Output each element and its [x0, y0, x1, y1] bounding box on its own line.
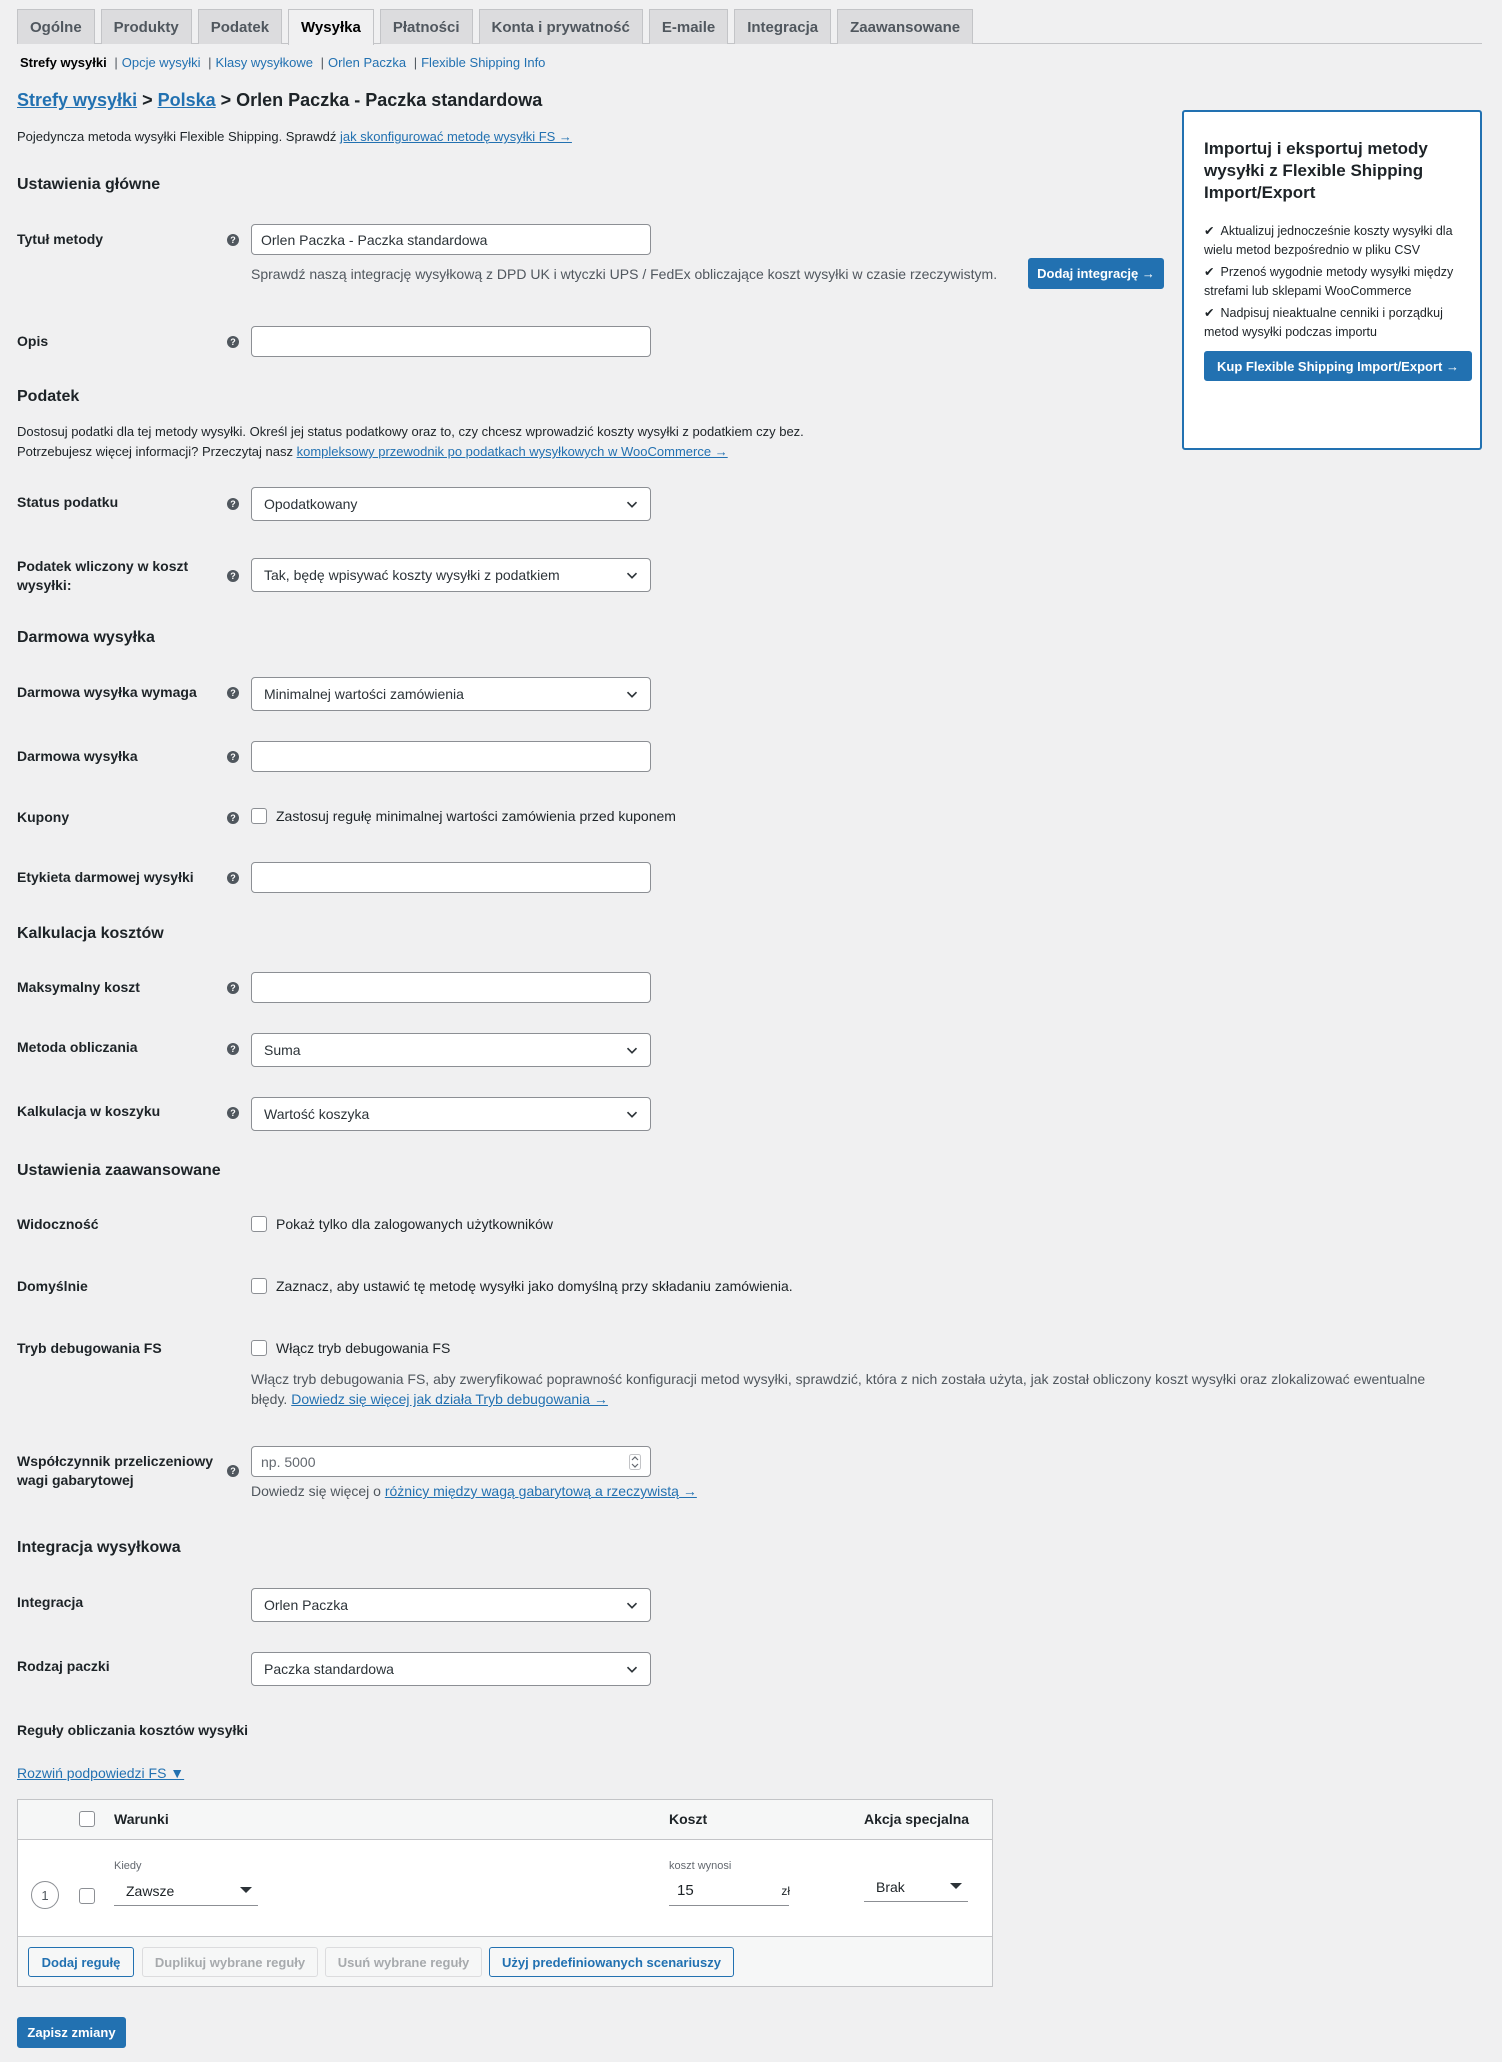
calc-method-label: Metoda obliczania	[17, 1039, 138, 1055]
tab-emails[interactable]: E-maile	[649, 9, 728, 44]
dimensional-weight-label: Współczynnik przeliczeniowy wagi gabarytowej	[17, 1453, 214, 1488]
rules-heading: Reguły obliczania kosztów wysyłki	[17, 1722, 249, 1738]
package-type-label: Rodzaj paczki	[17, 1658, 110, 1674]
chevron-down-icon	[623, 1660, 641, 1678]
check-icon: ✔	[1204, 306, 1215, 320]
tab-integration[interactable]: Integracja	[734, 9, 831, 44]
add-rule-button[interactable]: Dodaj regułę	[28, 1947, 134, 1977]
subnav-flexible-shipping-info[interactable]: Flexible Shipping Info	[421, 55, 546, 70]
tax-included-select[interactable]	[251, 558, 651, 592]
tax-status-value: Opodatkowany	[264, 496, 358, 512]
cart-calc-value: Wartość koszyka	[264, 1106, 370, 1122]
max-cost-label: Maksymalny koszt	[17, 979, 140, 995]
integration-value: Orlen Paczka	[264, 1597, 349, 1613]
debug-mode-option	[251, 1340, 450, 1356]
shipping-subnav: Strefy wysyłki | Opcje wysyłki | Klasy wysyłkowe | Orlen Paczka | Flexible Shipping Info	[20, 55, 546, 70]
description-input[interactable]	[251, 326, 651, 357]
settings-tabs	[17, 9, 1482, 44]
rules-table	[17, 1799, 993, 1987]
tab-shipping[interactable]: Wysyłka	[288, 9, 374, 45]
tab-tax[interactable]: Podatek	[198, 9, 282, 44]
dimensional-weight-placeholder: np. 5000	[261, 1453, 316, 1470]
help-icon[interactable]: ?	[227, 1107, 239, 1119]
number-spinner-icon[interactable]	[629, 1454, 641, 1470]
cost-is-label: koszt wynosi	[669, 1860, 732, 1872]
expand-hints-link[interactable]: Rozwiń podpowiedzi FS ▼	[17, 1765, 185, 1781]
import-export-promo	[1182, 110, 1482, 450]
integration-note: Sprawdź naszą integrację wysyłkową z DPD UK i wtyczki UPS / FedEx obliczające koszt wysyłki w czasie rzeczywistym.	[251, 266, 998, 282]
help-icon[interactable]: ?	[227, 1043, 239, 1055]
chevron-down-icon	[623, 495, 641, 513]
cart-calc-select[interactable]	[251, 1097, 651, 1131]
dimensional-weight-description-text: Dowiedz się więcej o	[251, 1483, 385, 1499]
buy-import-export-button[interactable]: Kup Flexible Shipping Import/Export →	[1204, 351, 1472, 381]
debug-mode-checkbox[interactable]	[251, 1340, 267, 1356]
coupons-label: Kupony	[17, 809, 70, 825]
package-type-select[interactable]	[251, 1652, 651, 1686]
subnav-shipping-options[interactable]: Opcje wysyłki	[121, 55, 201, 70]
when-value: Zawsze	[126, 1882, 175, 1899]
coupons-checkbox-label: Zastosuj regułę minimalnej wartości zamówienia przed kuponem	[276, 808, 676, 824]
tax-guide-link[interactable]: kompleksowy przewodnik po podatkach wysyłkowych w WooCommerce →	[296, 444, 728, 459]
chevron-down-icon	[623, 566, 641, 584]
rule-checkbox[interactable]	[79, 1888, 95, 1904]
tax-description-line: Dostosuj podatki dla tej metody wysyłki. Określ jej status podatkowy oraz to, czy chcesz wprowadzić koszty wysyłki z podatkiem czy bez.	[17, 424, 804, 439]
help-icon[interactable]: ?	[227, 570, 239, 582]
promo-title: Importuj i eksportuj metody wysyłki z Flexible Shipping Import/Export	[1204, 139, 1428, 202]
tax-heading: Podatek	[17, 388, 80, 405]
column-conditions: Warunki	[114, 1811, 169, 1827]
currency-label: zł	[781, 1884, 790, 1898]
rule-number: 1	[31, 1881, 59, 1909]
help-icon[interactable]: ?	[227, 336, 239, 348]
tax-status-select[interactable]	[251, 487, 651, 521]
tab-accounts-privacy[interactable]: Konta i prywatność	[479, 9, 643, 44]
promo-benefit: ✔ Aktualizuj jednocześnie koszty wysyłki dla wielu metod bezpośrednio w pliku CSV	[1204, 224, 1453, 257]
breadcrumb	[17, 90, 542, 111]
method-title-input[interactable]: Orlen Paczka - Paczka standardowa	[251, 224, 651, 255]
save-changes-button[interactable]: Zapisz zmiany	[17, 2017, 126, 2048]
promo-benefit: ✔ Nadpisuj nieaktualne cenniki i porządkuj metod wysyłki podczas importu	[1204, 306, 1443, 339]
rules-table-footer	[18, 1936, 992, 1986]
help-icon[interactable]: ?	[227, 982, 239, 994]
intro-config-link[interactable]: jak skonfigurować metodę wysyłki FS →	[340, 129, 572, 144]
when-select[interactable]	[114, 1876, 258, 1906]
column-cost: Koszt	[669, 1811, 708, 1827]
rules-table-header	[18, 1800, 992, 1840]
visibility-label: Widoczność	[17, 1216, 99, 1232]
tax-description	[17, 422, 804, 462]
method-title-label: Tytuł metody	[17, 231, 104, 247]
help-icon[interactable]: ?	[227, 1465, 239, 1477]
free-shipping-amount-input[interactable]	[251, 741, 651, 772]
dimensional-weight-description	[251, 1481, 697, 1501]
dimensional-weight-input[interactable]	[251, 1446, 651, 1477]
advanced-heading: Ustawienia zaawansowane	[17, 1162, 221, 1179]
column-special-action: Akcja specjalna	[864, 1811, 970, 1827]
cost-input[interactable]	[669, 1876, 789, 1906]
coupons-option	[251, 808, 676, 824]
free-shipping-requires-label: Darmowa wysyłka wymaga	[17, 684, 197, 700]
chevron-down-icon	[623, 1105, 641, 1123]
visibility-option	[251, 1216, 553, 1232]
debug-mode-description-text: Włącz tryb debugowania FS, aby zweryfikować poprawność konfiguracji metod wysyłki, sprawdzić, która z nich została użyta, jak został obliczony koszt wysyłki oraz zlokalizować ewentualne błędy.	[251, 1371, 1426, 1407]
select-all-rules-checkbox[interactable]	[79, 1811, 95, 1827]
free-shipping-label-label: Etykieta darmowej wysyłki	[17, 869, 194, 885]
chevron-down-icon	[623, 685, 641, 703]
chevron-down-icon	[623, 1041, 641, 1059]
calc-method-select[interactable]	[251, 1033, 651, 1067]
free-shipping-heading: Darmowa wysyłka	[17, 629, 155, 646]
tax-status-label: Status podatku	[17, 494, 119, 510]
free-shipping-label-input[interactable]	[251, 862, 651, 893]
intro-text	[17, 129, 572, 144]
check-icon: ✔	[1204, 224, 1215, 238]
cart-calc-label: Kalkulacja w koszyku	[17, 1103, 161, 1119]
breadcrumb-separator: >	[137, 90, 158, 110]
duplicate-rules-button[interactable]: Duplikuj wybrane reguły	[142, 1947, 318, 1977]
package-type-value: Paczka standardowa	[264, 1661, 394, 1677]
delete-rules-button[interactable]: Usuń wybrane reguły	[325, 1947, 482, 1977]
integration-select[interactable]	[251, 1588, 651, 1622]
description-label: Opis	[17, 333, 49, 349]
intro-text-body: Pojedyncza metoda wysyłki Flexible Shipping. Sprawdź	[17, 129, 340, 144]
tab-advanced[interactable]: Zaawansowane	[837, 9, 973, 44]
breadcrumb-country-link[interactable]: Polska	[157, 90, 216, 110]
tax-included-label: Podatek wliczony w koszt wysyłki:	[17, 558, 189, 593]
tax-description-line: Potrzebujesz więcej informacji? Przeczytaj nasz	[17, 444, 297, 459]
coupons-checkbox[interactable]	[251, 808, 267, 824]
integration-label: Integracja	[17, 1594, 84, 1610]
caret-down-icon	[950, 1883, 962, 1889]
chevron-down-icon	[623, 1596, 641, 1614]
subnav-orlen-paczka[interactable]: Orlen Paczka	[328, 55, 407, 70]
help-icon[interactable]: ?	[227, 751, 239, 763]
help-icon[interactable]: ?	[227, 687, 239, 699]
debug-mode-description	[251, 1369, 1431, 1409]
when-label: Kiedy	[114, 1860, 142, 1872]
tab-payments[interactable]: Płatności	[380, 9, 473, 44]
free-shipping-requires-select[interactable]	[251, 677, 651, 711]
debug-mode-label: Tryb debugowania FS	[17, 1340, 162, 1356]
tab-general[interactable]: Ogólne	[17, 9, 95, 44]
cost-calc-heading: Kalkulacja kosztów	[17, 925, 164, 942]
cost-value: 15	[677, 1882, 694, 1899]
free-shipping-requires-value: Minimalnej wartości zamówienia	[264, 686, 464, 702]
visibility-checkbox[interactable]	[251, 1216, 267, 1232]
default-checkbox-label: Zaznacz, aby ustawić tę metodę wysyłki jako domyślną przy składaniu zamówienia.	[276, 1278, 793, 1294]
max-cost-input[interactable]	[251, 972, 651, 1003]
help-icon[interactable]: ?	[227, 498, 239, 510]
shipping-integration-heading: Integracja wysyłkowa	[17, 1539, 181, 1556]
help-icon[interactable]: ?	[227, 872, 239, 884]
promo-benefits-list	[1204, 222, 1460, 342]
caret-down-icon	[240, 1887, 252, 1893]
special-action-select[interactable]	[864, 1872, 968, 1902]
special-action-value: Brak	[876, 1878, 905, 1895]
dimensional-weight-link[interactable]: różnicy między wagą gabarytową a rzeczywistą →	[384, 1483, 697, 1499]
breadcrumb-shipping-zones-link[interactable]: Strefy wysyłki	[17, 90, 138, 110]
predefined-scenarios-button[interactable]: Użyj predefiniowanych scenariuszy	[489, 1947, 734, 1977]
default-checkbox[interactable]	[251, 1278, 267, 1294]
breadcrumb-current: > Orlen Paczka - Paczka standardowa	[215, 90, 543, 110]
debug-mode-checkbox-label: Włącz tryb debugowania FS	[276, 1340, 451, 1356]
help-icon[interactable]: ?	[227, 234, 239, 246]
main-settings-heading: Ustawienia główne	[17, 176, 161, 193]
tab-products[interactable]: Produkty	[101, 9, 192, 44]
calc-method-value: Suma	[264, 1042, 301, 1058]
subnav-shipping-zones[interactable]: Strefy wysyłki	[20, 55, 107, 70]
default-label: Domyślnie	[17, 1278, 88, 1294]
visibility-checkbox-label: Pokaż tylko dla zalogowanych użytkowników	[276, 1216, 554, 1232]
help-icon[interactable]: ?	[227, 812, 239, 824]
free-shipping-amount-label: Darmowa wysyłka	[17, 748, 138, 764]
default-option	[251, 1278, 793, 1294]
tax-included-value: Tak, będę wpisywać koszty wysyłki z podatkiem	[264, 567, 560, 583]
promo-benefit: ✔ Przenoś wygodnie metody wysyłki między strefami lub sklepami WooCommerce	[1204, 265, 1454, 298]
check-icon: ✔	[1204, 265, 1215, 279]
debug-mode-learn-more-link[interactable]: Dowiedz się więcej jak działa Tryb debugowania →	[291, 1391, 608, 1407]
subnav-shipping-classes[interactable]: Klasy wysyłkowe	[215, 55, 314, 70]
add-integration-button[interactable]: Dodaj integrację →	[1028, 258, 1164, 289]
